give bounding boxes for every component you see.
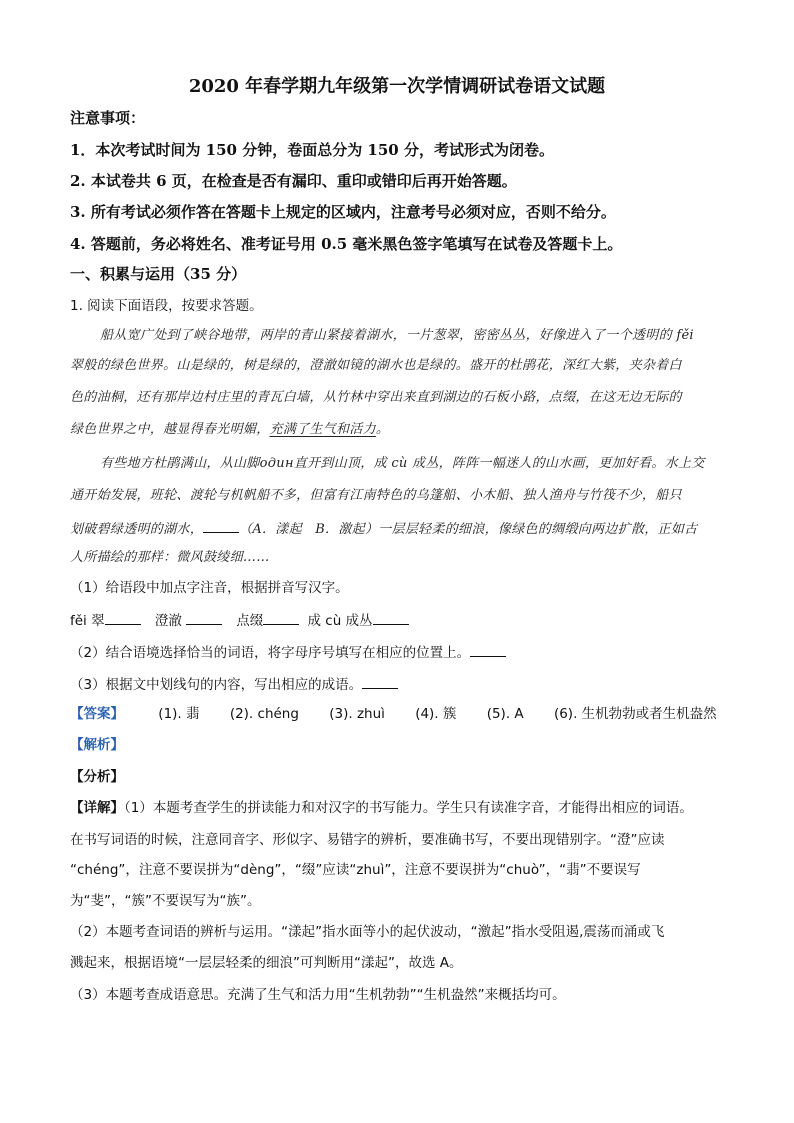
section-heading: 一、积累与运用（35 分）	[70, 265, 247, 283]
answer-blank[interactable]	[470, 642, 506, 657]
page-title: 2020 年春学期九年级第一次学情调研试卷语文试题	[188, 76, 606, 97]
answer-blank[interactable]	[362, 674, 398, 689]
detail-line-7: （3）本题考查成语意思。充满了生气和活力用“生机勃勃”“生机盎然”来概括均可。	[70, 987, 566, 1003]
notice-item-4: 4. 答题前，务必将姓名、准考证号用 0.5 毫米黑色签字笔填写在试卷及答题卡上。	[70, 235, 623, 253]
answer-tag: 【答案】	[70, 706, 124, 722]
detail-tag: 【详解】	[70, 800, 124, 816]
passage-text: 。	[375, 422, 390, 437]
fill-item: 成 cù 成丛	[307, 613, 373, 629]
detail-text: （1）本题考查学生的拼读能力和对汉字的书写能力。学生只有读准字音，才能得出相应的词语。	[124, 800, 693, 816]
passage-line: 船从宽广处到了峡谷地带，两岸的青山紧接着湖水，一片葱翠，密密丛丛，好像进入了一个透明的 fěi	[100, 328, 694, 343]
detail-line-6: 溅起来，根据语境“一层层轻柔的细浪”可判断用“漾起”，故选 A。	[70, 955, 463, 971]
passage-line	[70, 420, 730, 440]
notice-item-2: 2. 本试卷共 6 页，在检查是否有漏印、重印或错印后再开始答题。	[70, 172, 517, 190]
fill-item: fěi 翠	[70, 613, 105, 629]
notice-heading: 注意事项：	[70, 109, 146, 127]
answer-item: (5). A	[486, 706, 524, 722]
answer-item: (4). 簇	[415, 706, 457, 722]
answer-blank[interactable]	[203, 518, 239, 533]
analysis-tag: 【分析】	[70, 769, 124, 785]
detail-line-5: （2）本题考查词语的辨析与运用。“漾起”指水面等小的起伏波动，“激起”指水受阻遏,震荡而涌或飞	[70, 924, 665, 940]
passage-text: 绿色世界之中，越显得春光明媚，	[70, 422, 270, 437]
sub-question-2-text: （2）结合语境选择恰当的词语，将字母序号填写在相应的位置上。	[70, 645, 471, 661]
passage-text: 划破碧绿透明的湖水，	[70, 522, 204, 537]
answer-blank[interactable]	[186, 610, 222, 625]
passage-line: 通开始发展，班轮、渡轮与机帆船不多，但富有江南特色的乌篷船、小木船、独人渔舟与竹筏不少，船只	[70, 488, 682, 503]
notice-item-3: 3. 所有考试必须作答在答题卡上规定的区域内，注意考号必须对应，否则不给分。	[70, 203, 616, 221]
sub-question-1: （1）给语段中加点字注音，根据拼音写汉字。	[70, 580, 349, 596]
detail-line-3: “chéng”，注意不要误拼为“dèng”，“缀”应读“zhuì”，注意不要误拼为“chuò”，“翡”不要误写	[70, 862, 641, 878]
sub-question-2	[70, 642, 730, 663]
answer-item: (1). 翡	[158, 706, 200, 722]
sub-question-3-text: （3）根据文中划线句的内容，写出相应的成语。	[70, 677, 363, 693]
answer-row	[70, 704, 730, 724]
answer-item: (3). zhuì	[329, 706, 385, 722]
detail-line-2: 在书写词语的时候，注意同音字、形似字、易错字的辨析，要准确书写，不要出现错别字。“澄”应读	[70, 832, 665, 848]
answer-blank[interactable]	[263, 610, 299, 625]
detail-line-1	[70, 798, 730, 818]
fill-item: 点缀	[236, 613, 264, 629]
answer-item: (2). chéng	[229, 706, 299, 722]
notice-item-1: 1．本次考试时间为 150 分钟，卷面总分为 150 分，考试形式为闭卷。	[70, 141, 554, 159]
answer-blank[interactable]	[105, 610, 141, 625]
passage-text: （A．漾起 B．激起）一层层轻柔的细浪，像绿色的绸缎向两边扩散，正如古	[239, 522, 698, 537]
underlined-sentence: 充满了生气和活力	[269, 422, 376, 437]
passage-line: 有些地方杜鹃满山，从山脚один直开到山顶，成 cù 成丛，阵阵一幅迷人的山水画，更加好看。水上交	[100, 456, 705, 471]
sub-question-3	[70, 674, 730, 695]
passage-line: 人所描绘的那样：微风鼓绫细……	[70, 550, 270, 565]
passage-line: 色的油桐，还有那岸边村庄里的青瓦白墙，从竹林中穿出来直到湖边的石板小路，点缀，在这无边无际的	[70, 390, 682, 405]
passage-line	[70, 518, 730, 540]
detail-line-4: 为“斐”，“簇”不要误写为“族”。	[70, 893, 261, 909]
answer-blank[interactable]	[373, 610, 409, 625]
passage-line: 翠般的绿色世界。山是绿的，树是绿的，澄澈如镜的湖水也是绿的。盛开的杜鹃花，深红大紫，夹杂着白	[70, 358, 682, 373]
fill-in-row	[70, 610, 730, 631]
parse-tag: 【解析】	[70, 737, 124, 753]
fill-item: 澄澈	[154, 613, 182, 629]
answer-item: (6). 生机勃勃或者生机盎然	[553, 706, 717, 722]
question-1-prompt: 1. 阅读下面语段，按要求答题。	[70, 298, 263, 314]
